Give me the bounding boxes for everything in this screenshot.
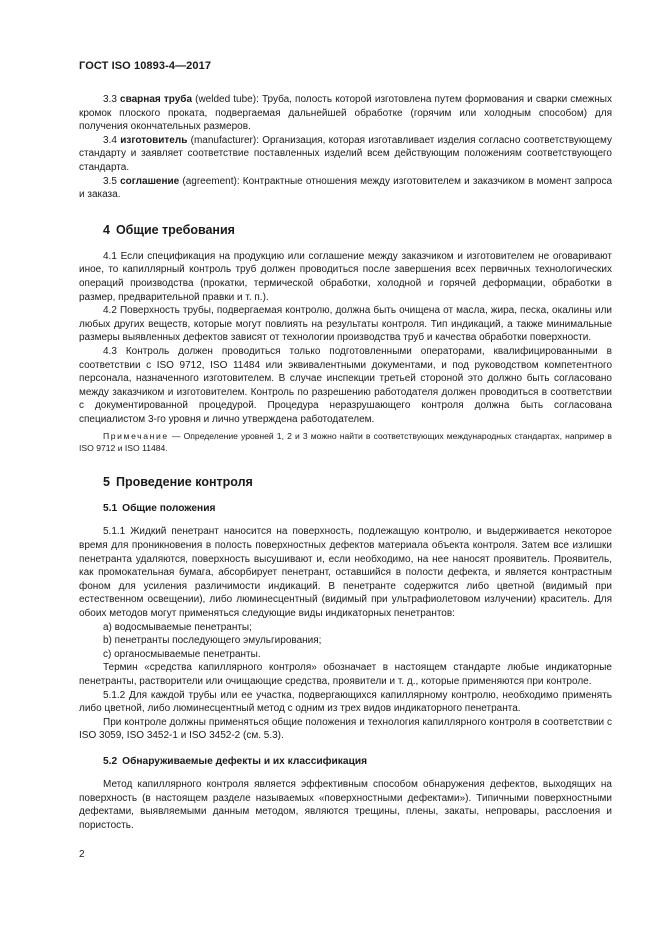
subsection-title: Общие положения (122, 503, 216, 515)
list-item: b) пенетранты последующего эмульгирования; (103, 635, 322, 647)
definition-term: изготовитель (120, 134, 188, 146)
section-title: Общие требования (115, 222, 235, 237)
definition-number: 3.5 (103, 175, 117, 187)
section-4-heading (79, 222, 612, 238)
paragraph-4-1: 4.1 Если спецификация на продукцию или соглашение между заказчиком и изготовителем не оговаривают иное, то капиллярный контроль труб должен проводиться после завершения всех первичных технологических операций производства (прокатки, термической обработки, холодной и горячей деформации, обработки в размер, предварительной правки и т. п.). (79, 250, 612, 303)
paragraph-5-1-1: 5.1.1 Жидкий пенетрант наносится на поверхность, подлежащую контролю, и выдерживается некоторое время для проникновения в полость поверхностных дефектов материала объекта контроля. Затем все излишки пенетранта удаляются, поверхность высушивают и, если необходимо, на нее наносят проявитель. Проявитель, как промокательная бумага, абсорбирует пенетрант, оставшийся в полости дефекта, и является контрастным фоном для усиления различимости индикаций. В пенетранте содержится либо цветной (видимый при естественном освещении), либо люминесцентный (видимый при ультрафиолетовом излучении) краситель. Для обоих методов могут применяться следующие виды индикаторных пенетрантов: (79, 526, 612, 620)
section-number: 4 (103, 222, 110, 237)
subsection-title: Обнаруживаемые дефекты и их классификация (122, 755, 368, 767)
subsection-number: 5.1 (103, 503, 118, 515)
penetrant-list (79, 621, 612, 662)
definition-3-4 (79, 134, 612, 175)
paragraph-control: При контроле должны применяться общие положения и технология капиллярного контроля в соответствии с ISO 3059, ISO 3452-1 и ISO 3452-2 (см. 5.3). (79, 716, 612, 742)
paragraph-term: Термин «средства капиллярного контроля» обозначает в настоящем стандарте любые индикаторные пенетранты, растворители или очищающие средства, проявители и т. д., которые применяются при контроле. (79, 662, 612, 687)
paragraph-5-2: Метод капиллярного контроля является эффективным способом обнаружения дефектов, выходящих на поверхность (в настоящем разделе называемых «поверхностными дефектами»). Типичными поверхностными дефектами, выявляемыми данным методом, являются трещины, плены, закаты, непровары, расслоения и пористость. (79, 778, 612, 831)
definition-3-5 (79, 175, 612, 202)
definition-text: (agreement): Контрактные отношения между изготовителем и заказчиком в момент запроса и заказа. (79, 175, 613, 201)
definition-text: (welded tube): Труба, полость которой изготовлена путем формования и сварки смежных кромок плоского проката, подвергаемая дальнейшей обработке (горячим или холодным способом) для получения окончательных размеров. (79, 94, 612, 133)
subsection-number: 5.2 (103, 755, 118, 767)
note-label: Примечание (103, 431, 169, 442)
page-number: 2 (79, 849, 85, 860)
note-text: — Определение уровней 1, 2 и 3 можно найти в соответствующих международных стандартах, например в ISO 9712 и ISO 11484. (79, 431, 612, 454)
paragraph-4-2: 4.2 Поверхность трубы, подвергаемая контролю, должна быть очищена от масла, жира, песка, окалины или любых других веществ, которые могут повлиять на результаты контроля. Тип индикаций, а также минимальные размеры выявленных дефектов зависят от технологии производства труб и качества обработки поверхности. (79, 305, 612, 344)
definition-term: сварная труба (120, 94, 193, 105)
section-number: 5 (103, 475, 110, 490)
note (79, 430, 612, 454)
subsection-5-1-heading (79, 502, 612, 515)
subsection-5-2-heading (79, 755, 612, 768)
document-header: ГОСТ ISO 10893-4—2017 (79, 60, 212, 72)
section-5-heading (79, 474, 612, 490)
paragraph-5-1-2: 5.1.2 Для каждой трубы или ее участка, подвергающихся капиллярному контролю, необходимо применять либо цветной, либо люминесцентный метод с одним из трех видов индикаторного пенетранта. (79, 689, 612, 715)
section-title: Проведение контроля (115, 475, 253, 490)
definition-3-3 (79, 93, 612, 134)
list-item: a) водосмываемые пенетранты; (103, 621, 252, 633)
page-content (79, 93, 612, 832)
list-item: c) органосмываемые пенетранты. (103, 648, 261, 660)
definition-text: (manufacturer): Организация, которая изготавливает изделия согласно соответствующему стандарту и заявляет соответствие поставленных изделий всем действующим положениям соответствующего стандарта. (79, 134, 612, 173)
paragraph-4-3: 4.3 Контроль должен проводиться только подготовленными операторами, квалифицированными в соответствии с ISO 9712, ISO 11484 или эквивалентными документами, и под руководством компетентного персонала, назначенного изготовителем. В случае инспекции третьей стороной это должно быть согласовано между заказчиком и изготовителем. Контроль по разрешению работодателя должен проводиться в соответствии с документированной процедурой. Процедура неразрушающего контроля должна быть согласована специалистом 3-го уровня и лично утверждена работодателем. (79, 345, 612, 425)
definition-term: соглашение (120, 175, 180, 187)
definition-number: 3.3 (103, 94, 117, 105)
definition-number: 3.4 (103, 134, 117, 146)
